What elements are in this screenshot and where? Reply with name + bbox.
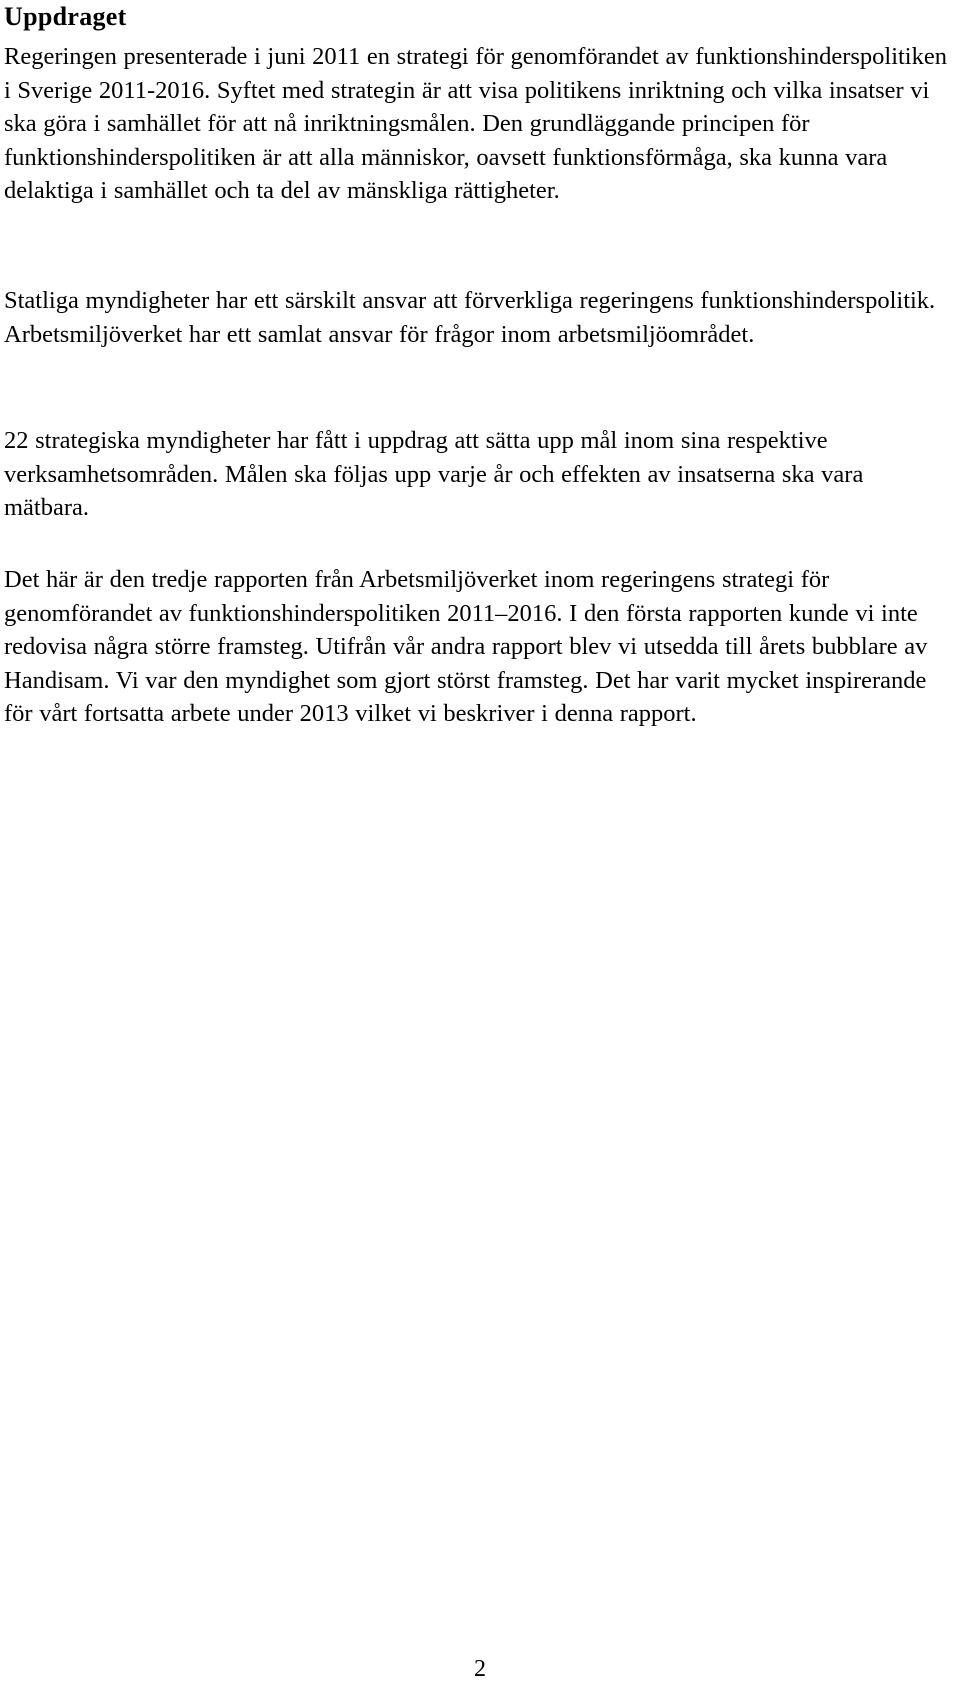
page-number: 2 — [474, 1656, 486, 1682]
paragraph-strategic-agencies: 22 strategiska myndigheter har fått i uppdrag att sätta upp mål inom sina respektive verksamhetsområden. Målen ska följas upp varje år och effekten av insatserna ska vara mätbara. — [4, 427, 864, 521]
paragraph-third-report: Det här är den tredje rapporten från Arbetsmiljöverket inom regeringens strategi för genomförandet av funktionshinderspolitiken 2011–2016. I den första rapporten kunde vi inte redovisa några större framsteg. Utifrån vår andra rapport blev vi utsedda till årets bubblare av Handisam. Vi var den myndighet som gjort störst framsteg. Det har varit mycket inspirerande för vårt fortsatta arbete under 2013 vilket vi beskriver i denna rapport. — [4, 566, 928, 727]
paragraph-agency-responsibility: Statliga myndigheter har ett särskilt ansvar att förverkliga regeringens funktionshinderspolitik. Arbetsmiljöverket har ett samlat ansvar för frågor inom arbetsmiljöområdet. — [4, 287, 936, 348]
paragraph-strategy-intro: Regeringen presenterade i juni 2011 en strategi för genomförandet av funktionshinderspolitiken i Sverige 2011-2016. Syftet med strategin är att visa politikens inriktning och vilka insatser vi ska göra i samhället för att nå inriktningsmålen. Den grundläggande principen för funktionshinderspolitiken är att alla människor, oavsett funktionsförmåga, ska kunna vara delaktiga i samhället och ta del av mänskliga rättigheter. — [4, 43, 947, 204]
section-heading: Uppdraget — [4, 2, 127, 31]
